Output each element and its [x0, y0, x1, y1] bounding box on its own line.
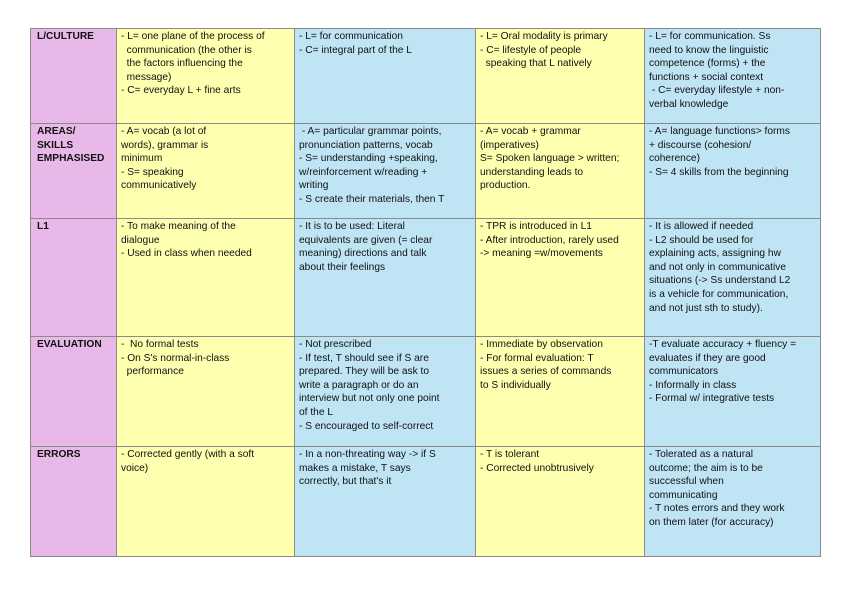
cell-text-line: - S create their materials, then T [299, 193, 445, 205]
cell-text-line: performance [121, 366, 184, 378]
cell-text-line: communication (the other is [121, 44, 252, 56]
cell-text-line: - Corrected gently (with a soft [121, 449, 255, 460]
cell-text-line: - To make meaning of the [121, 221, 236, 232]
row-header-line: EMPHASISED [37, 153, 105, 165]
cell-text-line: -> meaning =w/movements [480, 248, 603, 260]
cell-text-line: of the L [299, 406, 333, 418]
cell-text-line: the factors influencing the [121, 58, 243, 70]
cell-text-line: interview but not only one point [299, 393, 440, 405]
cell-text-line: - A= particular grammar points, [299, 126, 442, 137]
cell-text-line: - L= Oral modality is primary [480, 31, 608, 42]
cell-text-line: dialogue [121, 234, 160, 246]
cell-text-line: issues a series of commands [480, 366, 612, 378]
table-cell [476, 124, 645, 219]
cell-text-line: - C= integral part of the L [299, 44, 412, 56]
table-cell [645, 29, 821, 124]
cell-text-line: equivalents are given (= clear [299, 234, 433, 246]
table-cell [295, 124, 476, 219]
cell-text-line: -T evaluate accuracy + fluency = [649, 339, 797, 350]
table-row-l-culture [31, 29, 821, 124]
methods-comparison-table [30, 28, 821, 557]
cell-text-line: - C= everyday L + fine arts [121, 85, 241, 97]
cell-text-line: prepared. They will be ask to [299, 366, 430, 378]
cell-text-line: about their feelings [299, 261, 386, 273]
row-header-areas-skills-emphasised [31, 124, 117, 219]
cell-text-line: - It is to be used: Literal [299, 221, 405, 232]
row-header-l-culture [31, 29, 117, 124]
cell-text-line: makes a mistake, T says [299, 462, 411, 474]
cell-text-line: minimum [121, 153, 163, 165]
row-header-evaluation [31, 337, 117, 447]
cell-text-line: outcome; the aim is to be [649, 462, 763, 474]
cell-text-line: - A= vocab (a lot of [121, 126, 207, 137]
cell-text-line: - L= for communication [299, 31, 403, 42]
cell-text-line: is a vehicle for communication, [649, 288, 789, 300]
table-cell [645, 447, 821, 557]
cell-text-line: - On S's normal-in-class [121, 352, 230, 364]
cell-text-line: - L= one plane of the process of [121, 31, 265, 42]
table-row-areas-skills-emphasised [31, 124, 821, 219]
table-row-l1 [31, 219, 821, 337]
row-header-line: AREAS/ [37, 126, 76, 137]
cell-text-line: - S= speaking [121, 166, 184, 178]
table-body [31, 29, 821, 557]
table-cell [476, 219, 645, 337]
table-cell [645, 337, 821, 447]
table-cell [117, 337, 295, 447]
cell-text-line: - Immediate by observation [480, 339, 603, 350]
cell-text-line: - C= everyday lifestyle + non- [649, 85, 785, 97]
table-cell [476, 29, 645, 124]
cell-text-line: writing [299, 180, 329, 192]
cell-text-line: - If test, T should see if S are [299, 352, 429, 364]
cell-text-line: - Tolerated as a natural [649, 449, 754, 460]
table-cell [295, 447, 476, 557]
row-header-line: L1 [37, 221, 49, 232]
cell-text-line: production. [480, 180, 531, 192]
cell-text-line: - Not prescribed [299, 339, 372, 350]
cell-text-line: and not just sth to study). [649, 302, 763, 314]
cell-text-line: communicators [649, 366, 719, 378]
cell-text-line: communicating [649, 489, 718, 501]
cell-text-line: - S= 4 skills from the beginning [649, 166, 789, 178]
cell-text-line: + discourse (cohesion/ [649, 139, 752, 151]
cell-text-line: - S= understanding +speaking, [299, 153, 438, 165]
cell-text-line: meaning) directions and talk [299, 248, 427, 260]
cell-text-line: explaining acts, assigning hw [649, 248, 781, 260]
cell-text-line: on them later (for accuracy) [649, 516, 774, 528]
cell-text-line: situations (-> Ss understand L2 [649, 275, 791, 287]
cell-text-line: (imperatives) [480, 139, 539, 151]
table-cell [476, 337, 645, 447]
cell-text-line: successful when [649, 476, 724, 488]
cell-text-line: to S individually [480, 379, 551, 391]
cell-text-line: voice) [121, 462, 149, 474]
table-cell [117, 447, 295, 557]
cell-text-line: - Used in class when needed [121, 248, 252, 260]
row-header-l1 [31, 219, 117, 337]
cell-text-line: pronunciation patterns, vocab [299, 139, 433, 151]
cell-text-line: competence (forms) + the [649, 58, 766, 70]
table-cell [476, 447, 645, 557]
cell-text-line: - A= language functions> forms [649, 126, 791, 137]
cell-text-line: need to know the linguistic [649, 44, 769, 56]
table-cell [117, 124, 295, 219]
table-cell [117, 219, 295, 337]
cell-text-line: - No formal tests [121, 339, 199, 350]
row-header-line: SKILLS [37, 139, 74, 151]
row-header-line: EVALUATION [37, 339, 102, 350]
cell-text-line: - In a non-threating way -> if S [299, 449, 436, 460]
table-cell [295, 29, 476, 124]
table-row-errors [31, 447, 821, 557]
table-cell [645, 219, 821, 337]
cell-text-line: - After introduction, rarely used [480, 234, 619, 246]
table-cell [295, 219, 476, 337]
cell-text-line: - Corrected unobtrusively [480, 462, 594, 474]
cell-text-line: and not only in communicative [649, 261, 787, 273]
table-cell [295, 337, 476, 447]
cell-text-line: functions + social context [649, 71, 764, 83]
cell-text-line: message) [121, 71, 172, 83]
cell-text-line: write a paragraph or do an [299, 379, 419, 391]
cell-text-line: evaluates if they are good [649, 352, 766, 364]
cell-text-line: - L2 should be used for [649, 234, 754, 246]
row-header-line: L/CULTURE [37, 31, 94, 42]
cell-text-line: understanding leads to [480, 166, 584, 178]
cell-text-line: words), grammar is [121, 139, 209, 151]
cell-text-line: - T notes errors and they work [649, 503, 785, 515]
cell-text-line: coherence) [649, 153, 700, 165]
cell-text-line: - TPR is introduced in L1 [480, 221, 592, 232]
table-row-evaluation [31, 337, 821, 447]
table-cell [645, 124, 821, 219]
cell-text-line: - T is tolerant [480, 449, 540, 460]
cell-text-line: speaking that L natively [480, 58, 592, 70]
cell-text-line: communicatively [121, 180, 197, 192]
cell-text-line: verbal knowledge [649, 98, 729, 110]
cell-text-line: - S encouraged to self-correct [299, 420, 434, 432]
cell-text-line: - It is allowed if needed [649, 221, 754, 232]
cell-text-line: - Informally in class [649, 379, 737, 391]
table-cell [117, 29, 295, 124]
cell-text-line: - For formal evaluation: T [480, 352, 594, 364]
cell-text-line: - Formal w/ integrative tests [649, 393, 775, 405]
row-header-errors [31, 447, 117, 557]
cell-text-line: w/reinforcement w/reading + [299, 166, 428, 178]
row-header-line: ERRORS [37, 449, 81, 460]
cell-text-line: S= Spoken language > written; [480, 153, 620, 165]
cell-text-line: correctly, but that's it [299, 476, 392, 488]
cell-text-line: - A= vocab + grammar [480, 126, 581, 137]
cell-text-line: - L= for communication. Ss [649, 31, 771, 42]
cell-text-line: - C= lifestyle of people [480, 44, 582, 56]
